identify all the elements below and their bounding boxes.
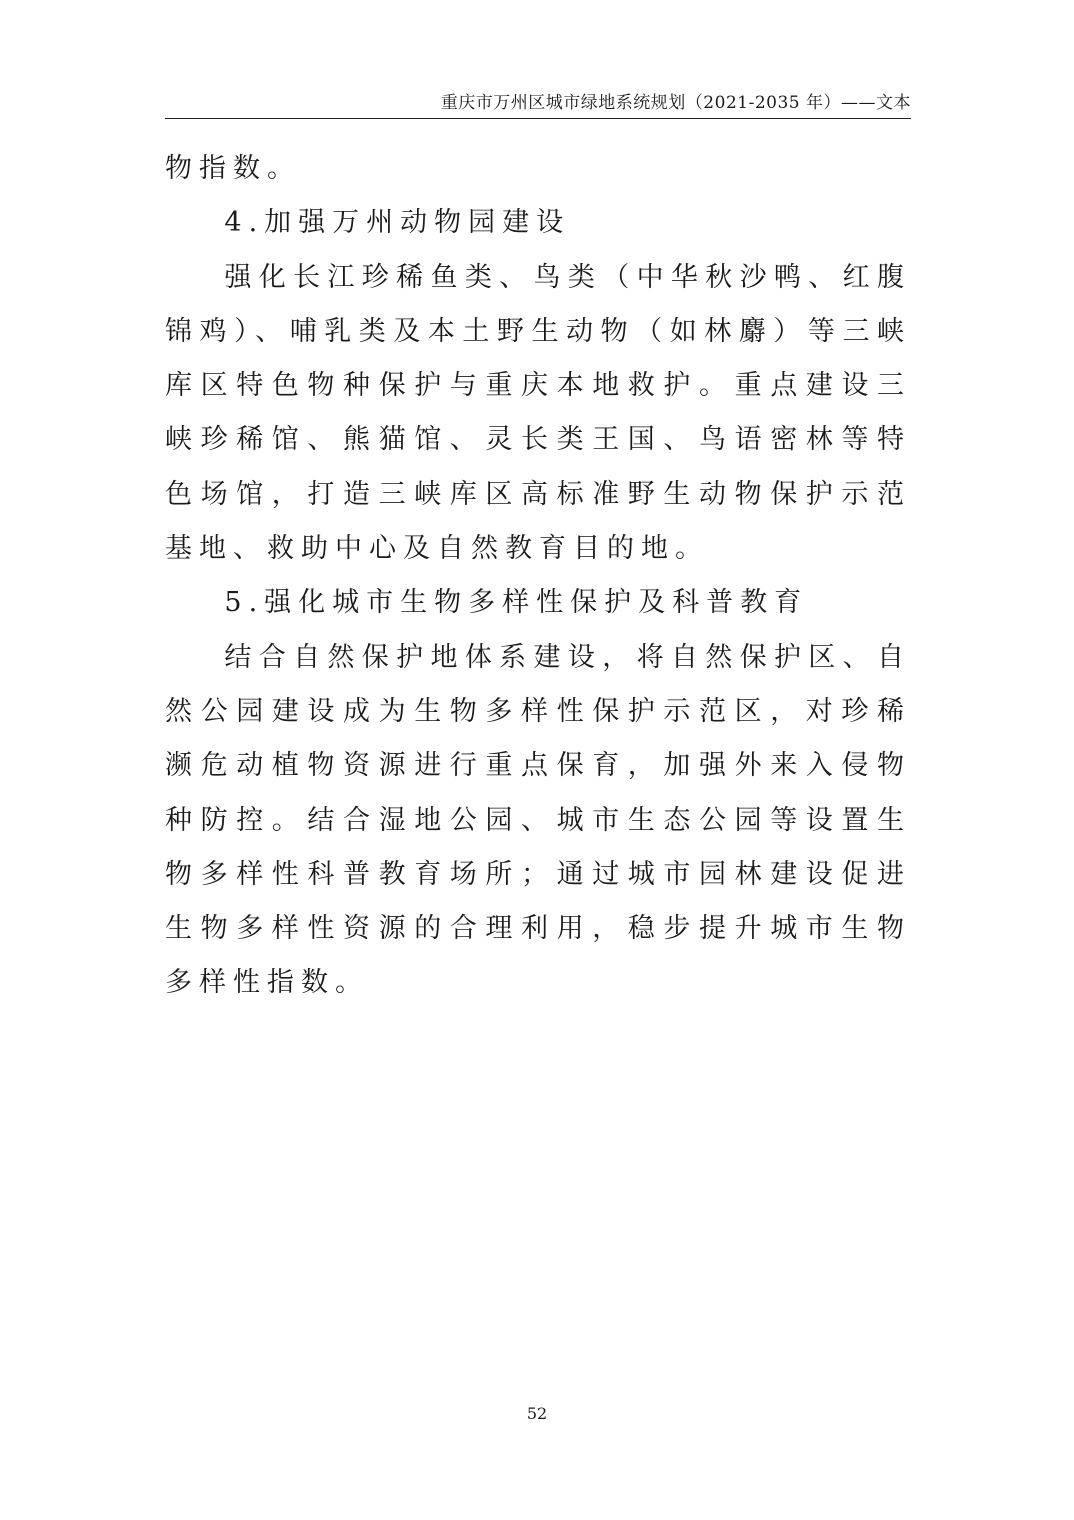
paragraph-zoo: 强化长江珍稀鱼类、鸟类（中华秋沙鸭、红腹锦鸡）、哺乳类及本土野生动物（如林麝）等三峡库区特色物种保护与重庆本地救护。重点建设三峡珍稀馆、熊猫馆、灵长类王国、鸟语密林等特色场馆，打造三峡库区高标准野生动物保护示范基地、救助中心及自然教育目的地。 [165, 261, 911, 565]
page-number: 52 [526, 1404, 548, 1423]
body-text [165, 142, 911, 1011]
paragraph-biodiversity: 结合自然保护地体系建设，将自然保护区、自然公园建设成为生物多样性保护示范区，对珍稀濒危动植物资源进行重点保育，加强外来入侵物种防控。结合湿地公园、城市生态公园等设置生物多样性科普教育场所；通过城市园林建设促进生物多样性资源的合理利用，稳步提升城市生物多样性指数。 [165, 641, 911, 999]
page-header [165, 88, 911, 119]
document-title: 重庆市万州区城市绿地系统规划（2021-2035 年）——文本 [440, 93, 911, 113]
section-heading-biodiversity: 5.强化城市生物多样性保护及科普教育 [224, 587, 809, 619]
paragraph-continuation: 物指数。 [165, 153, 301, 184]
section-heading-zoo: 4.加强万州动物园建设 [224, 207, 571, 239]
